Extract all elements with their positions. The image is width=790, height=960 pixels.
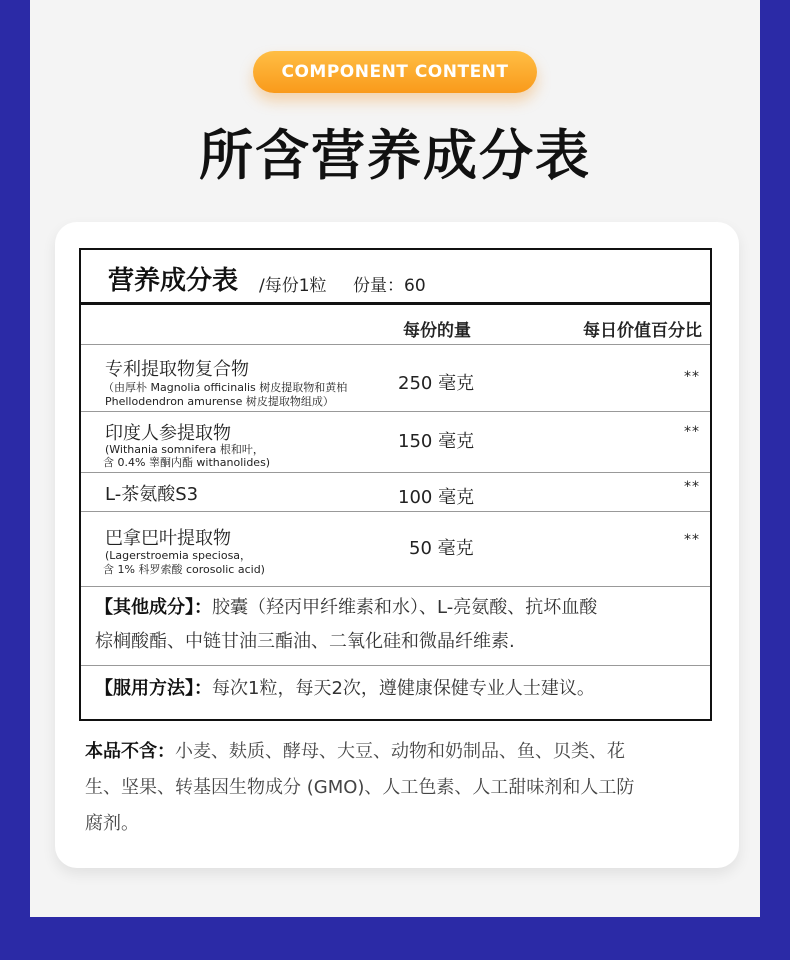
ingredient-amount: 100 毫克 [398,487,475,508]
column-headers [81,305,710,345]
col-dv-header: 每日价值百分比 [583,321,702,341]
ingredient-name: 巴拿巴叶提取物 [105,528,231,549]
page-title: 所含营养成分表 [199,124,591,187]
ingredient-note: 含 1% 科罗索酸 corosolic acid) [103,563,265,576]
other-ingredients-text: 棕榈酸酯、中链甘油三酯油、二氧化硅和微晶纤维素. [95,631,515,652]
ingredient-amount: 50 毫克 [409,538,474,559]
ingredient-dv: ** [684,369,700,385]
allergen-label: 本品不含： [85,741,175,762]
ingredient-note: (Withania somnifera 根和叶， [105,443,264,456]
col-amount-header: 每份的量 [403,321,471,341]
ingredient-note: 含 0.4% 睾酮内酯 withanolides) [103,456,271,469]
table-row [81,512,710,587]
ingredient-note: （由厚朴 Magnolia officinalis 树皮提取物和黄柏 [103,381,348,394]
component-content-badge [253,51,537,93]
serving-size: /每份1粒 [259,276,327,296]
allergen-text: 腐剂。 [85,813,139,834]
table-header [81,250,710,305]
usage-text: 每次1粒，每天2次，遵健康保健专业人士建议。 [212,678,595,699]
ingredient-note: (Lagerstroemia speciosa， [105,549,252,562]
ingredient-dv: ** [684,479,700,495]
servings-count: 份量：60 [353,276,426,296]
table-row [81,412,710,473]
ingredient-amount: 250 毫克 [398,373,475,394]
table-title: 营养成分表 [108,266,239,296]
ingredient-name: L-茶氨酸S3 [105,484,199,505]
table-row [81,473,710,512]
badge-label: COMPONENT CONTENT [281,62,509,82]
allergen-statement [85,734,717,842]
ingredient-name: 专利提取物复合物 [105,359,249,380]
allergen-text: 小麦、麸质、酵母、大豆、动物和奶制品、鱼、贝类、花 [175,741,625,762]
other-ingredients [81,587,710,666]
table-row [81,345,710,412]
ingredient-amount: 150 毫克 [398,431,475,452]
allergen-text: 生、坚果、转基因生物成分 (GMO)、人工色素、人工甜味剂和人工防 [85,777,635,798]
ingredient-dv: ** [684,532,700,548]
other-ingredients-text: 胶囊（羟丙甲纤维素和水）、L-亮氨酸、抗坏血酸 [212,597,598,618]
ingredient-dv: ** [684,424,700,440]
usage-section [81,666,710,718]
ingredient-name: 印度人参提取物 [105,423,231,444]
nutrition-table [79,248,712,721]
usage-label: 【服用方法】： [95,678,212,699]
other-ingredients-label: 【其他成分】： [95,597,212,618]
ingredient-note: Phellodendron amurense 树皮提取物组成） [105,395,334,408]
